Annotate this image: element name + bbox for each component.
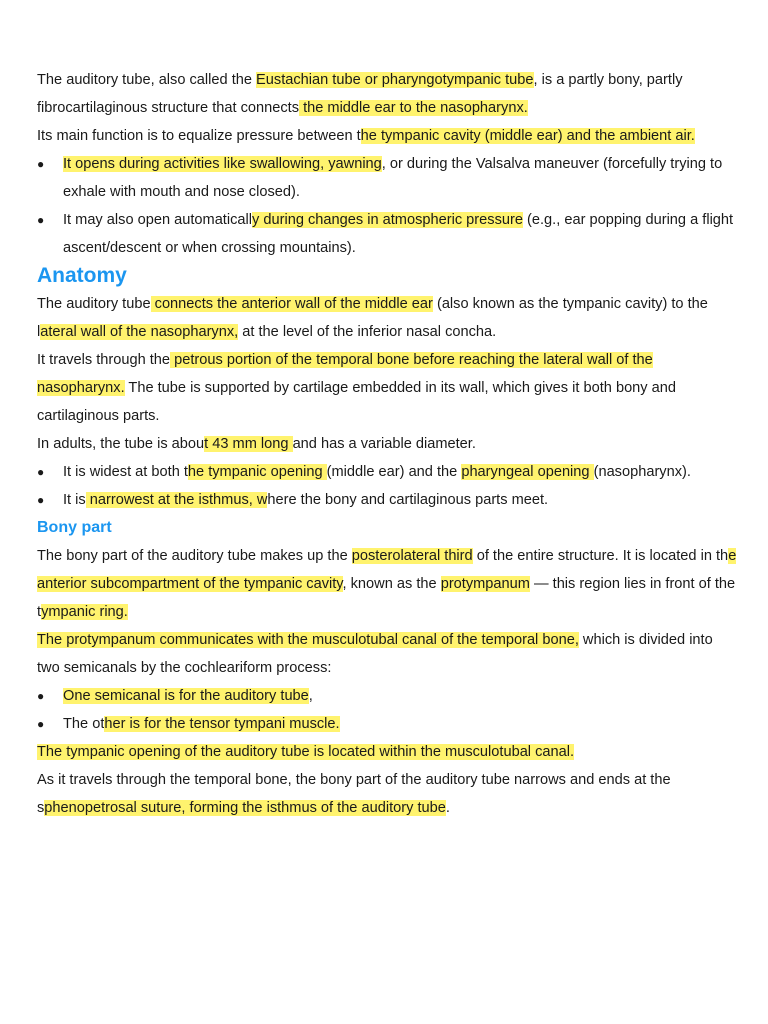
anatomy-bullet-list xyxy=(37,458,737,514)
highlight: t 43 mm long xyxy=(204,436,293,452)
highlight: connects the anterior wall of the middle ear xyxy=(150,296,433,312)
list-item: ● It is widest at both the tympanic opening (middle ear) and the pharyngeal opening (nasopharynx). xyxy=(37,458,737,486)
anatomy-paragraph-1: The auditory tube connects the anterior wall of the middle ear (also known as the tympanic cavity) to the lateral wall of the nasopharynx, at the level of the inferior nasal concha. xyxy=(37,296,708,340)
bullet-icon: ● xyxy=(37,493,45,507)
highlight: Eustachian tube or pharyngotympanic tube xyxy=(256,72,534,88)
highlight: narrowest at the isthmus, w xyxy=(85,492,268,508)
document-page xyxy=(37,66,737,822)
highlight: The tympanic opening of the auditory tube is located within the musculotubal canal. xyxy=(37,744,575,760)
highlight: The protympanum communicates with the musculotubal canal of the temporal bone, xyxy=(37,632,579,648)
bullet-icon: ● xyxy=(37,689,45,703)
list-item: ● The other is for the tensor tympani muscle. xyxy=(37,710,737,738)
bullet-icon: ● xyxy=(37,717,45,731)
intro-paragraph-1: The auditory tube, also called the Eustachian tube or pharyngotympanic tube, is a partly bony, partly fibrocartilaginous structure that connects the middle ear to the nasopharynx. xyxy=(37,72,683,116)
highlight: he tympanic cavity (middle ear) and the ambient air. xyxy=(360,128,695,144)
highlight: phenopetrosal suture, forming the isthmus of the auditory tube xyxy=(44,800,446,816)
highlight: protympanum xyxy=(440,576,530,592)
section-heading-anatomy: Anatomy xyxy=(37,264,127,287)
section-heading-bony-part: Bony part xyxy=(37,519,112,536)
highlight: ympanic ring. xyxy=(41,604,128,620)
highlight: her is for the tensor tympani muscle. xyxy=(104,716,340,732)
highlight: y during changes in atmospheric pressure xyxy=(252,212,523,228)
bony-paragraph-2: The protympanum communicates with the musculotubal canal of the temporal bone, which is divided into two semicanals by the cochleariform process: xyxy=(37,632,713,676)
bullet-icon: ● xyxy=(37,157,45,171)
highlight: pharyngeal opening xyxy=(461,464,594,480)
highlight: he tympanic opening xyxy=(187,464,327,480)
highlight: ateral wall of the nasopharynx, xyxy=(40,324,239,340)
highlight: the middle ear to the nasopharynx. xyxy=(299,100,528,116)
list-item: ● It may also open automatically during changes in atmospheric pressure (e.g., ear popping during a flight ascent/descent or when crossing mountains). xyxy=(37,206,737,262)
bony-paragraph-4: As it travels through the temporal bone, the bony part of the auditory tube narrows and ends at the sphenopetrosal suture, forming the isthmus of the auditory tube. xyxy=(37,772,671,816)
highlight: petrous portion of the temporal bone before reaching the lateral wall of the nasopharynx. xyxy=(37,352,653,396)
intro-paragraph-2: Its main function is to equalize pressure between the tympanic cavity (middle ear) and the ambient air. xyxy=(37,128,695,144)
bullet-icon: ● xyxy=(37,213,45,227)
intro-bullet-list xyxy=(37,150,737,262)
highlight: posterolateral third xyxy=(351,548,473,564)
highlight: One semicanal is for the auditory tube xyxy=(63,688,309,704)
bullet-icon: ● xyxy=(37,465,45,479)
bony-bullet-list xyxy=(37,682,737,738)
anatomy-paragraph-3: In adults, the tube is about 43 mm long and has a variable diameter. xyxy=(37,436,476,452)
highlight: It opens during activities like swallowing, yawning xyxy=(63,156,382,172)
bony-paragraph-3 xyxy=(37,738,737,766)
list-item: ● It is narrowest at the isthmus, where the bony and cartilaginous parts meet. xyxy=(37,486,737,514)
anatomy-paragraph-2: It travels through the petrous portion of the temporal bone before reaching the lateral wall of the nasopharynx. The tube is supported by cartilage embedded in its wall, which gives it both bony and cartilaginous parts. xyxy=(37,352,677,424)
bony-paragraph-1: The bony part of the auditory tube makes up the posterolateral third of the entire structure. It is located in the anterior subcompartment of the tympanic cavity, known as the protympanum — this region lies in front of the tympanic ring. xyxy=(37,548,737,620)
list-item: ● It opens during activities like swallowing, yawning, or during the Valsalva maneuver (forcefully trying to exhale with mouth and nose closed). xyxy=(37,150,737,206)
list-item: ● One semicanal is for the auditory tube, xyxy=(37,682,737,710)
highlight: e anterior subcompartment of the tympanic cavity xyxy=(37,548,737,592)
